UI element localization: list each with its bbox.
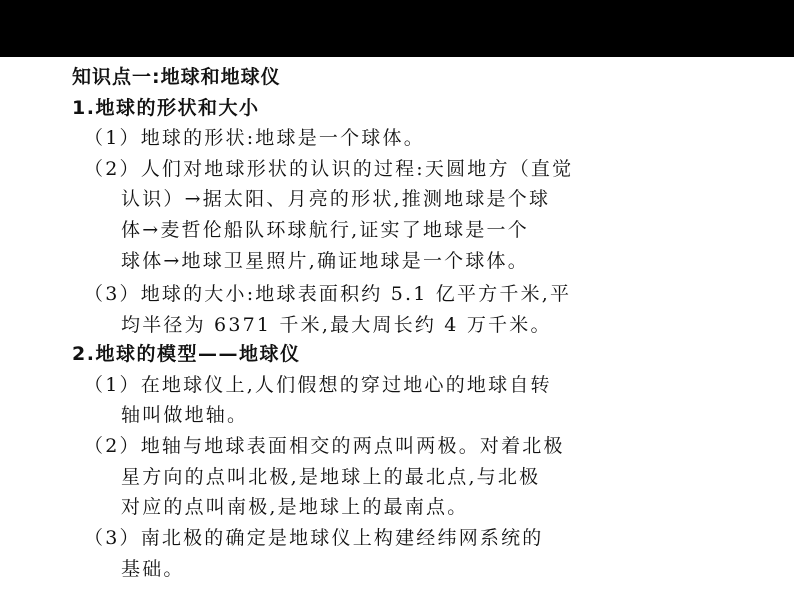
text-line: 星方向的点叫北极,是地球上的最北点,与北极 [121, 466, 541, 488]
text-line: （2）地轴与地球表面相交的两点叫两极。对着北极 [84, 435, 565, 457]
text-line: 基础。 [121, 558, 185, 580]
text-line: （3）南北极的确定是地球仪上构建经纬网系统的 [84, 527, 544, 549]
text-line: （3）地球的大小:地球表面积约 5.1 亿平方千米,平 [84, 283, 572, 305]
section-title: 知识点一:地球和地球仪 [72, 66, 281, 88]
text-line: 均半径为 6371 千米,最大周长约 4 万千米。 [121, 314, 552, 336]
text-line: 对应的点叫南极,是地球上的最南点。 [121, 496, 469, 518]
subsection-2-title: 2.地球的模型——地球仪 [72, 343, 301, 365]
text-line: 认识）→据太阳、月亮的形状,推测地球是个球 [121, 188, 551, 210]
text-line: （2）人们对地球形状的认识的过程:天圆地方（直觉 [84, 158, 574, 180]
text-line: 球体→地球卫星照片,确证地球是一个球体。 [121, 250, 529, 272]
text-line: 体→麦哲伦船队环球航行,证实了地球是一个 [121, 219, 529, 241]
text-line: （1）地球的形状:地球是一个球体。 [84, 127, 425, 149]
text-line: （1）在地球仪上,人们假想的穿过地心的地球自转 [84, 374, 552, 396]
text-line: 轴叫做地轴。 [121, 404, 249, 426]
subsection-1-title: 1.地球的形状和大小 [72, 97, 260, 119]
